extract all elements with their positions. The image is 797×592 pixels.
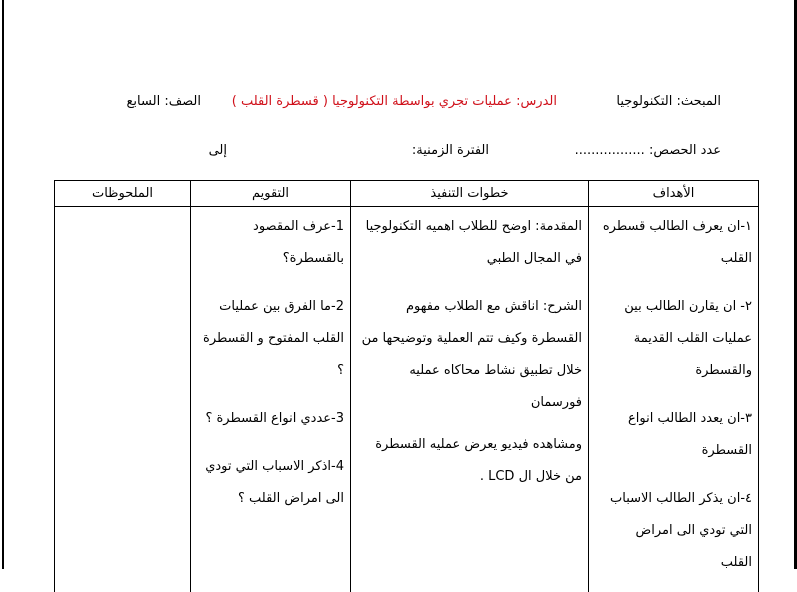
notes-header: الملحوظات bbox=[55, 181, 191, 207]
table-header-row bbox=[55, 181, 759, 207]
step-intro: المقدمة: اوضح للطلاب اهميه التكنولوجيا في المجال الطبي bbox=[359, 211, 582, 275]
notes-cell bbox=[55, 207, 191, 592]
time-period-to: إلى bbox=[209, 143, 227, 158]
goal-item: ٣-ان يعدد الطالب انواع القسطرة bbox=[602, 403, 752, 467]
goal-item: ١-ان يعرف الطالب قسطره القلب bbox=[602, 211, 752, 275]
lesson-label: الدرس: bbox=[516, 94, 557, 109]
evaluation-item: 3-عددي انواع القسطرة ؟ bbox=[199, 403, 344, 435]
periods-count: عدد الحصص: ................. bbox=[575, 143, 721, 158]
subject-label: المبحث: التكنولوجيا bbox=[616, 94, 721, 109]
steps-cell bbox=[351, 207, 589, 592]
evaluation-item: 4-اذكر الاسباب التي تودي الى امراض القلب ؟ bbox=[199, 451, 344, 515]
step-explanation: الشرح: اناقش مع الطلاب مفهوم القسطرة وكيف تتم العملية وتوضيحها من خلال تطبيق نشاط محاكاه عمليه فورسمان bbox=[359, 291, 582, 419]
page-left-border bbox=[2, 0, 4, 569]
evaluation-cell bbox=[191, 207, 351, 592]
table-body-row bbox=[55, 207, 759, 592]
time-period-label: الفترة الزمنية: bbox=[412, 143, 489, 158]
evaluation-item: 2-ما الفرق بين عمليات القلب المفتوح و القسطرة ؟ bbox=[199, 291, 344, 387]
lesson-name: عمليات تجري بواسطة التكنولوجيا ( قسطرة القلب ) bbox=[232, 94, 512, 109]
step-video: ومشاهده فيديو يعرض عمليه القسطرة من خلال ال LCD . bbox=[359, 429, 582, 493]
lesson-title bbox=[232, 94, 557, 109]
evaluation-header: التقويم bbox=[191, 181, 351, 207]
evaluation-item: 1-عرف المقصود بالقسطرة؟ bbox=[199, 211, 344, 275]
steps-header: خطوات التنفيذ bbox=[351, 181, 589, 207]
goal-item: ٢- ان يقارن الطالب بين عمليات القلب القديمة والقسطرة bbox=[602, 291, 752, 387]
lesson-plan-table bbox=[54, 180, 759, 592]
grade-label: الصف: السابع bbox=[127, 94, 201, 109]
goal-item: ٤-ان يذكر الطالب الاسباب التي تودي الى امراض القلب bbox=[602, 483, 752, 579]
goals-cell bbox=[589, 207, 759, 592]
goals-header: الأهداف bbox=[589, 181, 759, 207]
